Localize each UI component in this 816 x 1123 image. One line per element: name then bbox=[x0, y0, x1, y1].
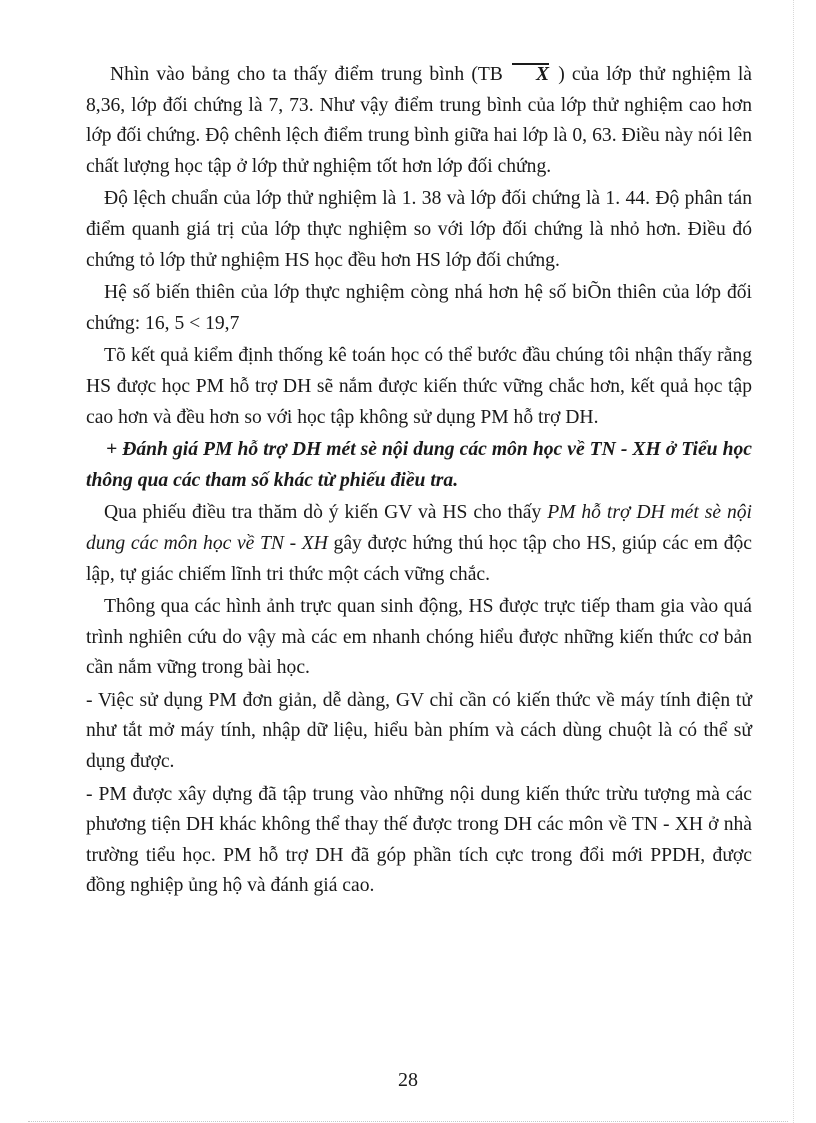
paragraph-mean-score-rest: ) của lớp thử nghiệm là 8,36, lớp đối chứng là 7, 73. Như vậy điểm trung bình của lớp thử nghiệm cao hơn lớp đối chứng. Độ chênh lệch điểm trung bình giữa hai lớp là 0, 63. Điều này nói lên chất lượng học tập ở lớp thử nghiệm tốt hơn lớp đối chứng. bbox=[86, 64, 752, 177]
document-body bbox=[86, 60, 752, 904]
bullet-abstract-content: - PM được xây dựng đã tập trung vào những nội dung kiến thức trừu tượng mà các phương tiện DH khác không thể thay thế được trong DH các môn về TN - XH ở nhà trường tiểu học. PM hỗ trợ DH đã góp phần tích cực trong đổi mới PPDH, được đồng nghiệp ủng hộ và đánh giá cao. bbox=[86, 783, 752, 897]
page-bottom-rule bbox=[28, 1121, 788, 1122]
paragraph-test-result: Tõ kết quả kiểm định thống kê toán học có thể bước đầu chúng tôi nhận thấy rằng HS được học PM hỗ trợ DH sẽ nắm được kiến thức vững chắc hơn, kết quả học tập cao hơn và đều hơn so với học tập không sử dụng PM hỗ trợ DH. bbox=[86, 345, 752, 428]
page-number: 28 bbox=[398, 1069, 418, 1091]
section-heading: + Đánh giá PM hỗ trợ DH mét sè nội dung các môn học về TN - XH ở Tiểu học thông qua các tham số khác từ phiếu điều tra. bbox=[86, 439, 752, 491]
paragraph-survey-emphasis: PM hỗ trợ DH mét sè nội dung các môn học về TN - XH bbox=[86, 502, 752, 554]
paragraph-mean-score bbox=[86, 60, 752, 182]
paragraph-survey-lead: Qua phiếu điều tra thăm dò ý kiến GV và HS cho thấy bbox=[104, 502, 548, 524]
mean-symbol: X bbox=[510, 60, 551, 91]
paragraph-survey-rest: gây được hứng thú học tập cho HS, giúp các em độc lập, tự giác chiếm lĩnh tri thức một cách vững chắc. bbox=[86, 532, 752, 585]
paragraph-survey bbox=[86, 498, 752, 590]
paragraph-mean-score-lead: Nhìn vào bảng cho ta thấy điểm trung bình (TB bbox=[110, 64, 511, 85]
paragraph-standard-deviation: Độ lệch chuẩn của lớp thử nghiệm là 1. 38 và lớp đối chứng là 1. 44. Độ phân tán điểm quanh giá trị của lớp thực nghiệm so với lớp đối chứng là nhỏ hơn. Điều đó chứng tỏ lớp thử nghiệm HS học đều hơn HS lớp đối chứng. bbox=[86, 188, 752, 271]
page-edge-rule bbox=[793, 0, 794, 1123]
paragraph-variation-coefficient: Hệ số biến thiên của lớp thực nghiệm còng nhá hơn hệ số biÕn thiên của lớp đối chứng: 16, 5 < 19,7 bbox=[86, 282, 752, 334]
bullet-ease-of-use: - Việc sử dụng PM đơn giản, dễ dàng, GV chỉ cần có kiến thức về máy tính điện tử như tắt mở máy tính, nhập dữ liệu, hiểu bàn phím và cách dùng chuột là có thể sử dụng được. bbox=[86, 689, 752, 773]
paragraph-visual-images: Thông qua các hình ảnh trực quan sinh động, HS được trực tiếp tham gia vào quá trình nghiên cứu do vậy mà các em nhanh chóng hiểu được những kiến thức cơ bản cần nắm vững trong bài học. bbox=[86, 596, 752, 679]
